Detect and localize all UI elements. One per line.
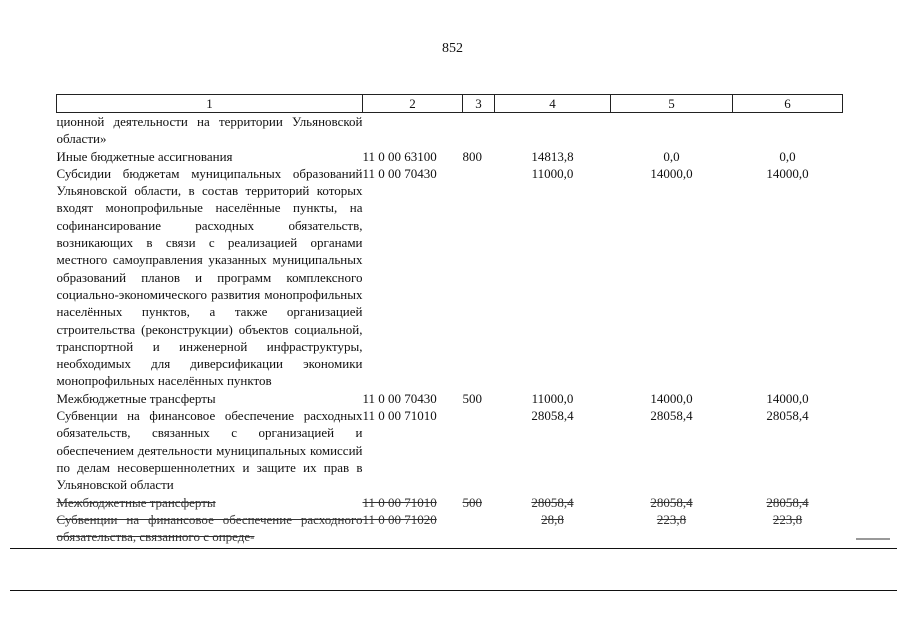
row-expense-type xyxy=(463,511,495,546)
row-description: Межбюджетные трансферты xyxy=(56,494,216,510)
row-value-col6: 0,0 xyxy=(779,148,796,164)
table-row xyxy=(57,407,843,493)
row-description: Межбюджетные трансферты xyxy=(56,390,216,406)
row-value-col4 xyxy=(495,113,611,148)
row-value-col4: 11000,0 xyxy=(531,165,574,181)
column-header: 4 xyxy=(495,95,611,113)
page-number: 852 xyxy=(442,41,463,56)
table-row xyxy=(57,113,843,148)
row-value-col6: 14000,0 xyxy=(766,165,809,181)
row-code: 11 0 00 63100 xyxy=(362,148,437,164)
row-description: Субвенции на финансовое обеспечение расходного обязательства, связанного с опреде- xyxy=(56,511,363,545)
row-value-col4: 14813,8 xyxy=(531,148,574,164)
row-code: 11 0 00 71020 xyxy=(362,511,437,527)
row-value-col5: 28058,4 xyxy=(650,408,693,424)
column-header: 2 xyxy=(363,95,463,113)
horizontal-rule xyxy=(10,548,897,549)
row-description: Иные бюджетные ассигнования xyxy=(56,148,233,164)
table-row xyxy=(57,390,843,407)
margin-mark xyxy=(856,538,890,540)
row-value-col5: 14000,0 xyxy=(650,165,693,181)
column-header: 6 xyxy=(733,95,843,113)
column-header: 3 xyxy=(463,95,495,113)
row-value-col6: 28058,4 xyxy=(766,494,809,510)
row-value-col5: 223,8 xyxy=(656,511,687,527)
row-description: Субвенции на финансовое обеспечение расходных обязательств, связанных с организацией и обеспечением деятельности муниципальных комиссий по делам несовершеннолетних и защите их прав в Ульяновской области xyxy=(56,408,363,493)
row-value-col6: 223,8 xyxy=(772,511,803,527)
row-code: 11 0 00 71010 xyxy=(362,494,437,510)
row-value-col5: 28058,4 xyxy=(650,494,693,510)
row-expense-type xyxy=(463,407,495,493)
row-expense-type: 500 xyxy=(462,494,482,510)
row-code xyxy=(363,113,463,148)
table-row xyxy=(57,148,843,165)
row-expense-type xyxy=(463,165,495,390)
row-code: 11 0 00 71010 xyxy=(362,408,437,424)
table-header-row xyxy=(57,95,843,113)
column-header: 5 xyxy=(611,95,733,113)
row-expense-type: 500 xyxy=(462,390,482,406)
row-value-col5: 14000,0 xyxy=(650,390,693,406)
table-row xyxy=(57,165,843,390)
row-value-col4: 11000,0 xyxy=(531,390,574,406)
row-value-col6: 14000,0 xyxy=(766,390,809,406)
row-value-col5 xyxy=(611,113,733,148)
row-value-col5: 0,0 xyxy=(663,148,680,164)
table-row-struck xyxy=(57,511,843,546)
row-code: 11 0 00 70430 xyxy=(362,165,437,181)
row-value-col6: 28058,4 xyxy=(766,408,809,424)
row-value-col4: 28,8 xyxy=(541,511,564,527)
budget-table xyxy=(56,94,843,545)
horizontal-rule xyxy=(10,590,897,591)
row-code: 11 0 00 70430 xyxy=(362,390,437,406)
row-value-col4: 28058,4 xyxy=(531,408,574,424)
row-description: ционной деятельности на территории Ульяновской области» xyxy=(56,114,363,147)
column-header: 1 xyxy=(57,95,363,113)
row-expense-type xyxy=(463,113,495,148)
row-description: Субсидии бюджетам муниципальных образований Ульяновской области, в состав территорий которых входят монопрофильные населённые пункты, на софинансирование расходных обязательств, возникающих в связи с реализацией органами местного самоуправления указанных муниципальных образований планов и программ комплексного социально-экономического развития монопрофильных населённых пунктов, а также организацией строительства (реконструкции) объектов социальной, транспортной и инженерной инфраструктуры, необходимых для диверсификации экономики монопрофильных населённых пунктов xyxy=(56,165,363,389)
row-value-col6 xyxy=(733,113,843,148)
row-value-col4: 28058,4 xyxy=(531,494,574,510)
table-row-struck xyxy=(57,494,843,511)
row-expense-type: 800 xyxy=(462,148,482,164)
